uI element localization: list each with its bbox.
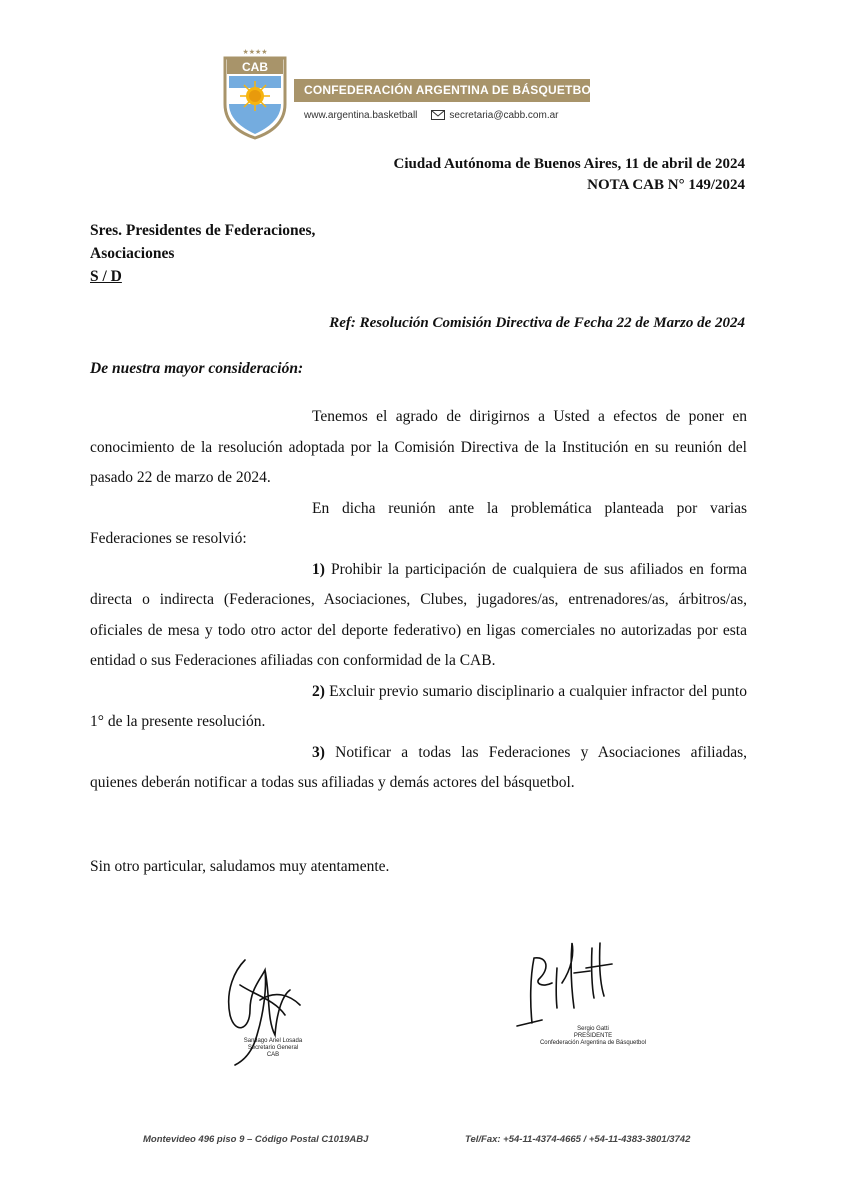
signature-right xyxy=(512,938,642,1038)
closing-line: Sin otro particular, saludamos muy atentamente. xyxy=(90,858,390,875)
body-paragraph-2: En dicha reunión ante la problemática planteada por varias Federaciones se resolvió: xyxy=(90,499,747,547)
signer-name: Sergio Gatti xyxy=(577,1026,609,1032)
org-name-banner: CONFEDERACIÓN ARGENTINA DE BÁSQUETBOL xyxy=(294,79,590,102)
mail-icon xyxy=(431,110,445,120)
reference-line: Ref: Resolución Comisión Directiva de Fecha 22 de Marzo de 2024 xyxy=(329,315,745,331)
item-text: Excluir previo sumario disciplinario a cualquier infractor del punto 1° de la presente resolución. xyxy=(90,682,747,730)
recipient-line-3: S / D xyxy=(90,268,122,285)
item-number: 1) xyxy=(312,560,325,578)
footer-phones: Tel/Fax: +54-11-4374-4665 / +54-11-4383-3801/3742 xyxy=(465,1134,691,1145)
item-number: 3) xyxy=(312,743,325,761)
email-link[interactable]: secretaria@cabb.com.ar xyxy=(449,109,559,121)
signer-org: Confederación Argentina de Básquetbol xyxy=(539,1040,647,1046)
signer-org: CAB xyxy=(266,1052,280,1058)
signer-role: PRESIDENTE xyxy=(573,1033,613,1039)
resolution-item-3 xyxy=(90,738,747,799)
greeting: De nuestra mayor consideración: xyxy=(90,360,304,377)
contact-line xyxy=(304,108,559,122)
signer-name: Santiago Ariel Losada xyxy=(243,1038,303,1044)
website-link[interactable]: www.argentina.basketball xyxy=(304,109,418,121)
logo-stars: ★★★★ xyxy=(242,48,268,56)
footer-address: Montevideo 496 piso 9 – Código Postal C1019ABJ xyxy=(143,1134,369,1145)
signature-caption-left xyxy=(228,1038,318,1059)
place-date: Ciudad Autónoma de Buenos Aires, 11 de abril de 2024 xyxy=(393,156,745,172)
item-number: 2) xyxy=(312,682,325,700)
resolution-item-2 xyxy=(90,677,747,738)
item-text: Notificar a todas las Federaciones y Asociaciones afiliadas, quienes deberán notificar a todas sus afiliadas y demás actores del básquetbol. xyxy=(90,743,747,791)
signer-role: Secretario General xyxy=(247,1045,299,1051)
recipient-line-2: Asociaciones xyxy=(90,245,175,262)
body-paragraph-1: Tenemos el agrado de dirigirnos a Usted a efectos de poner en conocimiento de la resolución adoptada por la Comisión Directiva de la Institución en su reunión del pasado 22 de marzo de 2024. xyxy=(90,408,747,486)
logo-cab-text: CAB xyxy=(242,60,268,74)
signature-caption-right xyxy=(528,1026,658,1047)
item-text: Prohibir la participación de cualquiera de sus afiliados en forma directa o indirecta (Federaciones, Asociaciones, Clubes, jugadores/as, entrenadores/as, árbitros/as, oficiales de mesa y todo otro actor del deporte federativo) en ligas comerciales no autorizadas por esta entidad o sus Federaciones afiliadas con conformidad de la CAB. xyxy=(90,560,747,669)
cab-logo xyxy=(222,46,288,140)
letter-body xyxy=(90,402,747,799)
resolution-item-1 xyxy=(90,555,747,677)
recipient-line-1: Sres. Presidentes de Federaciones, xyxy=(90,222,316,239)
note-number: NOTA CAB N° 149/2024 xyxy=(587,177,745,193)
